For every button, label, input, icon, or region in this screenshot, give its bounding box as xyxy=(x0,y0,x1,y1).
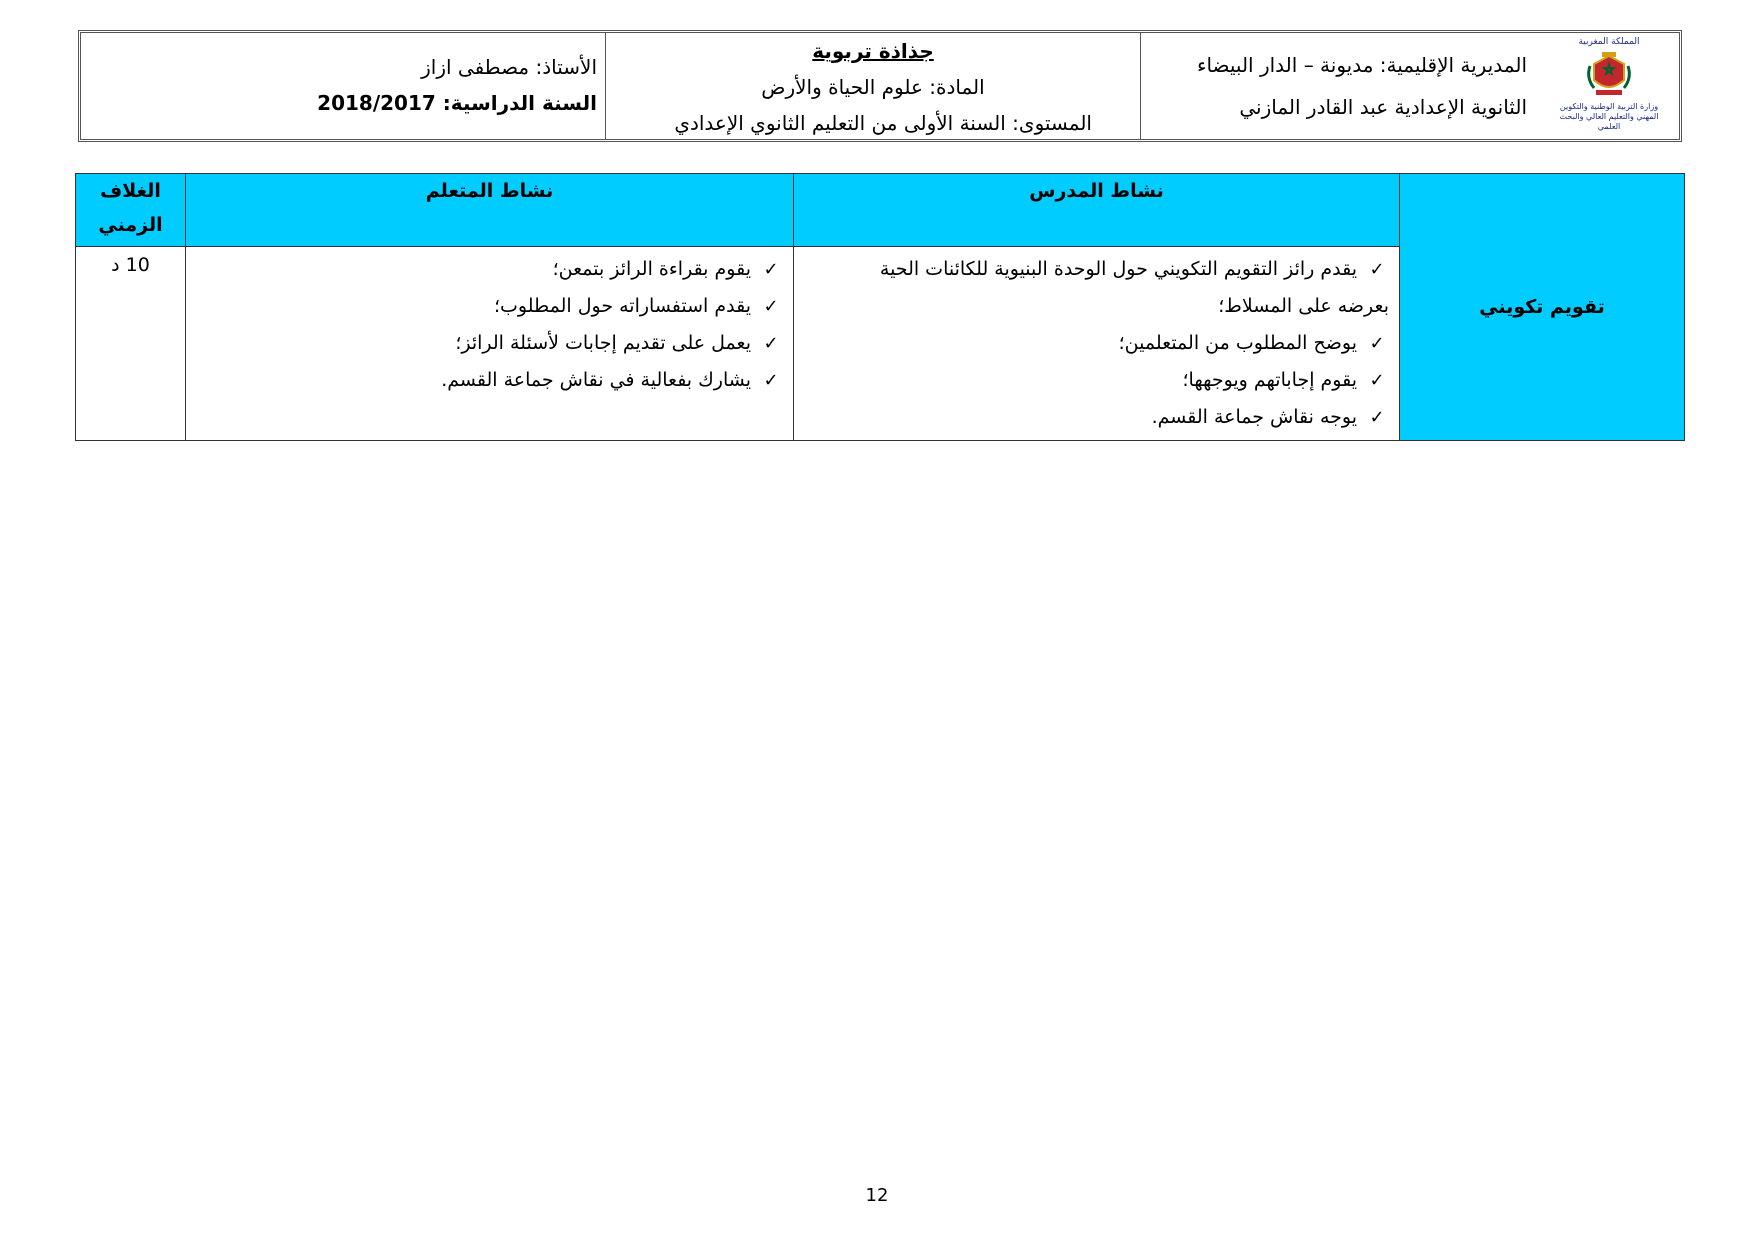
checkmark-icon: ✓ xyxy=(763,259,779,280)
stage-cell xyxy=(1400,174,1685,441)
list-item: بعرضه على المسلاط؛ xyxy=(1218,295,1389,317)
subject-text: المادة: علوم الحياة والأرض xyxy=(761,75,985,99)
school-year-text: السنة الدراسية: 2018/2017 xyxy=(317,91,597,115)
checkmark-icon: ✓ xyxy=(1369,259,1385,280)
page-number: 12 xyxy=(865,1185,889,1206)
header-teacher-cell xyxy=(81,33,606,139)
list-item: ✓ يوجه نقاش جماعة القسم. xyxy=(802,399,1389,436)
list-item: ✓ يقدم رائز التقويم التكويني حول الوحدة البنيوية للكائنات الحية xyxy=(802,251,1389,288)
list-item: ✓ يقدم استفساراته حول المطلوب؛ xyxy=(194,288,783,325)
learner-activity-header: نشاط المتعلم xyxy=(186,174,794,247)
teacher-activity-header: نشاط المدرس xyxy=(794,174,1400,247)
teacher-name-text: الأستاذ: مصطفى ازاز xyxy=(421,55,597,79)
ministry-emblem xyxy=(1549,37,1669,137)
time-value: 10 د xyxy=(111,254,150,276)
learner-activity-list xyxy=(186,247,793,403)
checkmark-icon: ✓ xyxy=(1369,370,1385,391)
directorate-text: المديرية الإقليمية: مديونة – الدار البيضاء xyxy=(1197,53,1527,77)
list-item: ✓ يقوم بقراءة الرائز بتمعن؛ xyxy=(194,251,783,288)
stage-label: تقويم تكويني xyxy=(1479,296,1605,318)
list-item: ✓ يشارك بفعالية في نقاش جماعة القسم. xyxy=(194,362,783,399)
time-cell xyxy=(76,247,186,441)
school-name-text: الثانوية الإعدادية عبد القادر المازني xyxy=(1239,95,1527,119)
document-title: جذاذة تربوية xyxy=(812,39,934,63)
time-header: الغلاف الزمني xyxy=(76,174,186,247)
lesson-plan-table xyxy=(75,173,1685,441)
header-lesson-cell xyxy=(606,33,1141,139)
learner-activity-cell xyxy=(186,247,794,441)
checkmark-icon: ✓ xyxy=(763,333,779,354)
checkmark-icon: ✓ xyxy=(763,370,779,391)
list-item: ✓ يقوم إجاباتهم ويوجهها؛ xyxy=(802,362,1389,399)
checkmark-icon: ✓ xyxy=(1369,407,1385,428)
teacher-activity-list xyxy=(794,247,1399,440)
document-header xyxy=(78,30,1682,142)
list-item: ✓ يوضح المطلوب من المتعلمين؛ xyxy=(802,325,1389,362)
header-institution-cell xyxy=(1141,33,1679,139)
list-item: ✓ يعمل على تقديم إجابات لأسئلة الرائز؛ xyxy=(194,325,783,362)
checkmark-icon: ✓ xyxy=(1369,333,1385,354)
teacher-activity-cell xyxy=(794,247,1400,441)
morocco-coat-of-arms-icon xyxy=(1584,50,1634,100)
table-header-row xyxy=(76,174,1685,247)
kingdom-text: المملكة المغربية xyxy=(1578,37,1640,47)
ministry-text: وزارة التربية الوطنية والتكوين المهني والتعليم العالي والبحث العلمي xyxy=(1559,102,1659,131)
checkmark-icon: ✓ xyxy=(763,296,779,317)
level-text: المستوى: السنة الأولى من التعليم الثانوي الإعدادي xyxy=(674,111,1092,135)
